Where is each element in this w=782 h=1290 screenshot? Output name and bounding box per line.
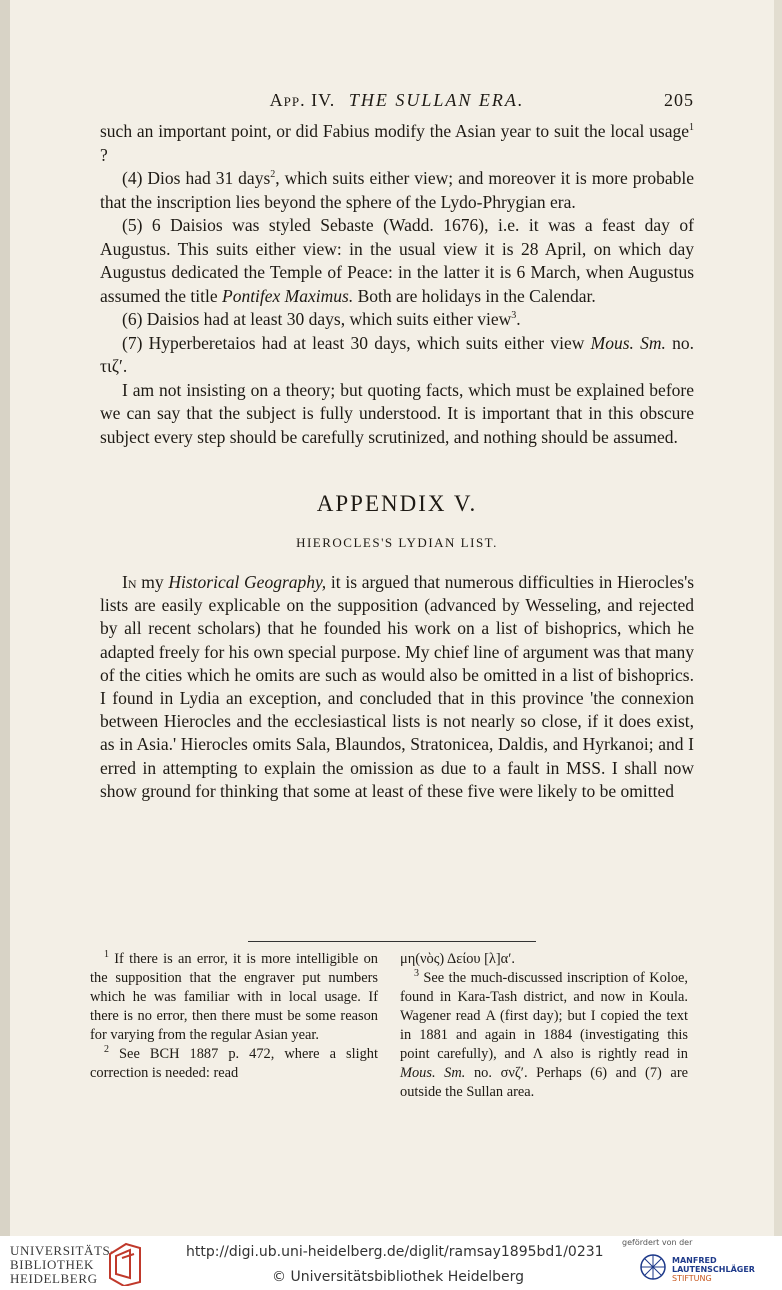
paragraph-continuation: such an important point, or did Fabius modify the Asian year to suit the local usage$^1$ ? bbox=[100, 121, 694, 165]
sponsor-name bbox=[672, 1256, 755, 1283]
text-span: (5) 6 Daisios was styled Sebaste (Wadd. 1676), i.e. it was a feast day of Augustus. This suits either view: in the usual view it is 28 April, on which day Augustus dedicated the Temple of Peace: in the latter it is 6 March, when Augustus assumed the title bbox=[100, 215, 694, 306]
italic-title: Pontifex Maximus. bbox=[222, 285, 354, 306]
library-line: BIBLIOTHEK bbox=[10, 1257, 94, 1272]
footnotes-left-column bbox=[90, 950, 378, 1102]
footnote-1 bbox=[90, 950, 378, 1045]
text-span: (6) Daisios had at least 30 days, which suits either view bbox=[122, 309, 512, 329]
running-head bbox=[100, 90, 694, 120]
page-text bbox=[100, 90, 694, 803]
footnote-marker: 2 bbox=[104, 1044, 109, 1056]
sponsor-label: gefördert von der bbox=[622, 1238, 693, 1247]
paragraph-7 bbox=[100, 332, 694, 379]
running-head-title: THE SULLAN ERA. bbox=[348, 90, 525, 110]
book-title: Historical Geography, bbox=[168, 572, 327, 592]
sponsor-line: MANFRED bbox=[672, 1256, 717, 1265]
appendix-subtitle: HIEROCLES'S LYDIAN LIST. bbox=[296, 535, 498, 550]
footnote-ref: 3 bbox=[511, 310, 517, 322]
footnote-marker: 3 bbox=[414, 968, 419, 980]
text-span: such an important point, or did Fabius modify the Asian year to suit the local usage bbox=[100, 121, 689, 141]
appendix-title: APPENDIX V. bbox=[316, 491, 478, 516]
text-span: , which suits either view; and moreover it is more probable that the inscription lies beyond the sphere of the Lydo-Phrygian era. bbox=[100, 168, 694, 212]
footnote-2 bbox=[90, 1045, 378, 1083]
running-head-label: App. IV. bbox=[269, 90, 336, 110]
footnote-2-continued bbox=[400, 950, 688, 969]
library-logo-icon bbox=[106, 1240, 142, 1286]
sponsor-line: LAUTENSCHLÄGER bbox=[672, 1265, 755, 1274]
footnote-text: If there is an error, it is more intelligible on the supposition that the engraver put numbers which he was familiar with in local usage. If there is no error, then there must be some reason for varying from the regular Asian year. bbox=[90, 951, 378, 1043]
library-line: UNIVERSITÄTS- bbox=[10, 1243, 116, 1258]
text-span: Both are holidays in the Calendar. bbox=[357, 285, 596, 306]
italic-reference: Mous. Sm. bbox=[590, 332, 666, 353]
paragraph-5 bbox=[100, 214, 694, 308]
footnote-text: no. σνζ′. Perhaps (6) and (7) are outside the Sullan area. bbox=[400, 1065, 689, 1100]
text-span: (4) Dios had 31 days bbox=[122, 168, 271, 188]
text-span: my bbox=[141, 572, 164, 592]
text-span: (7) Hyperberetaios had at least 30 days, which suits either view bbox=[122, 332, 585, 353]
sponsor-line: STIFTUNG bbox=[672, 1274, 712, 1283]
footnote-ref: 2 bbox=[270, 169, 276, 181]
page-number: 205 bbox=[664, 90, 694, 110]
copyright-notice: © Universitätsbibliothek Heidelberg bbox=[272, 1269, 525, 1285]
lead-word: In bbox=[122, 572, 137, 592]
foundation-emblem-icon bbox=[638, 1252, 668, 1282]
text-span: it is argued that numerous difficulties in Hierocles's lists are easily explicable on the supposition (advanced by Wesseling, and rejected by all recent scholars) that he founded his work on a list of bishoprics, which he adapted freely for his own special purpose. My chief line of argument was that many of the cities which he omits are such as would also be omitted in a list of bishoprics. I found in Lydia an exception, and concluded that in this province 'the connexion between Hierocles and the ecclesiastical lists is not nearly so close, if it does exist, as in Asia.' Hierocles omits Sala, Blaundos, Stratonicea, Daldis, and Hyrkanoi; and I erred in attempting to explain the omission as due to a fault in MSS. I shall now show ground for thinking that some at least of these five were likely to be omitted bbox=[100, 572, 695, 801]
appendix-paragraph bbox=[100, 571, 694, 803]
text-span: I am not insisting on a theory; but quoting facts, which must be explained before we can say that the subject is fully understood. It is important that in this obscure subject every step should be carefully scrutinized, and nothing should be assumed. bbox=[100, 379, 694, 447]
italic-reference: Mous. Sm. bbox=[400, 1065, 466, 1081]
paragraph-conclusion bbox=[100, 379, 694, 450]
footnote-rule bbox=[248, 941, 536, 942]
footnotes bbox=[90, 950, 688, 1102]
footnote-text: See the much-discussed inscription of Koloe, found in Kara-Tash district, and now in Koula. Wagener read Α (first day); but I copied the text in 1881 and again in 1884 (investigating this point carefully), and Λ also is rightly read in bbox=[400, 970, 688, 1062]
library-logo-text bbox=[10, 1244, 115, 1286]
footnote-marker: 1 bbox=[104, 949, 109, 961]
footnote-ref: 1 bbox=[689, 122, 694, 134]
paragraph-4 bbox=[100, 167, 694, 214]
appendix-body bbox=[100, 571, 694, 803]
paragraph-6: (6) Daisios had at least 30 days, which suits either view$^3$. bbox=[122, 309, 521, 329]
footnotes-right-column bbox=[400, 950, 688, 1102]
library-line: HEIDELBERG bbox=[10, 1271, 98, 1286]
permalink-url[interactable]: http://digi.ub.uni-heidelberg.de/diglit/ramsay1895bd1/0231 bbox=[186, 1244, 604, 1260]
sponsor-logo bbox=[622, 1238, 777, 1288]
footnote-3 bbox=[400, 969, 688, 1102]
digitization-footer bbox=[0, 1236, 782, 1290]
footnote-text: See BCH 1887 p. 472, where a slight correction is needed: read bbox=[90, 1046, 378, 1081]
text-span: no. τιζ′. bbox=[100, 332, 695, 376]
footnote-text: μη(νὸς) Δείου [λ]α′. bbox=[400, 951, 515, 967]
